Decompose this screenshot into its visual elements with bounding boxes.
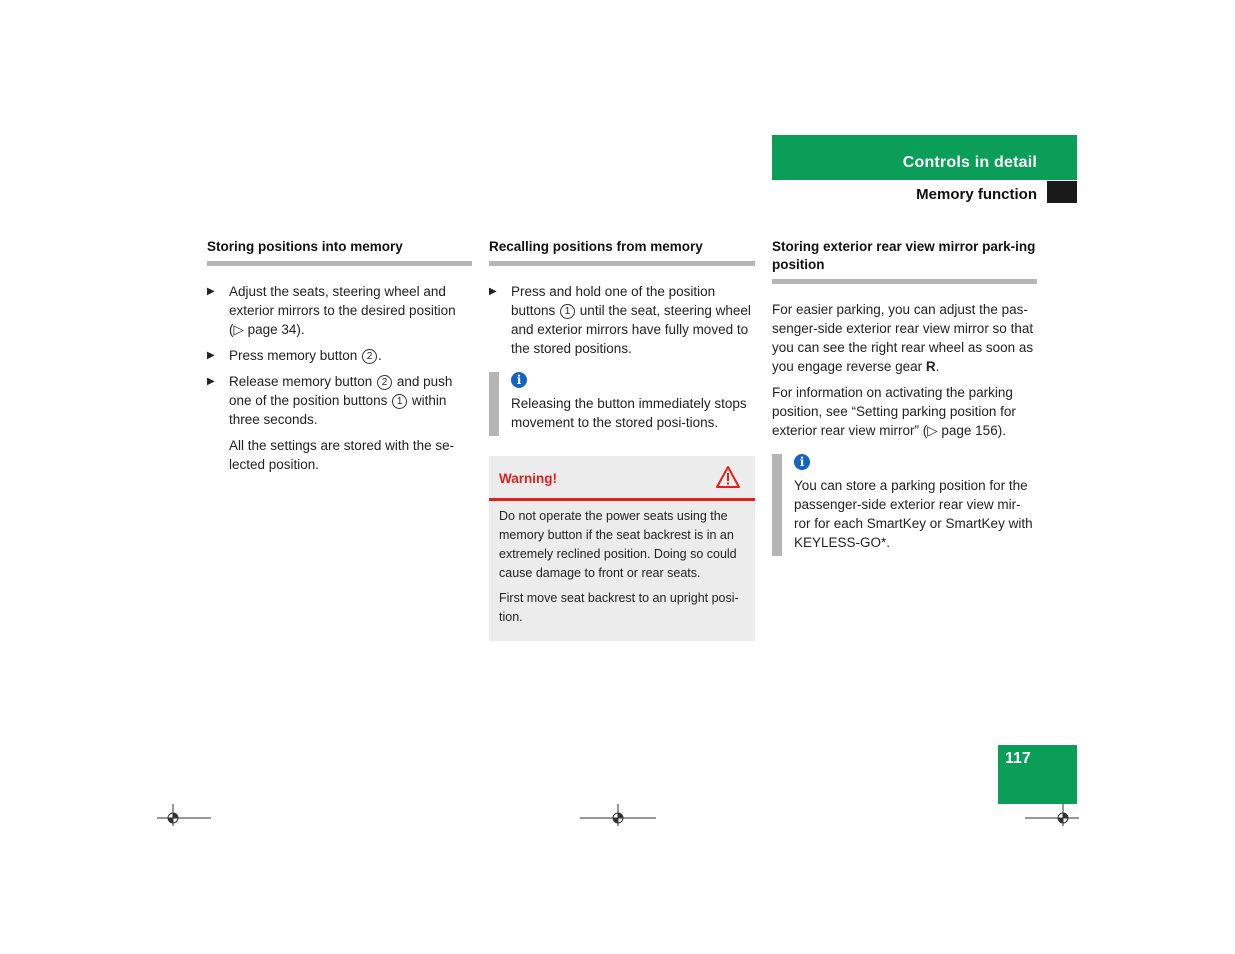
step-text: within three seconds. <box>229 393 447 427</box>
registration-mark-icon <box>1025 804 1079 826</box>
bullet-arrow-icon: ▶ <box>489 286 497 297</box>
position-button-ref: 1 <box>392 394 407 409</box>
info-icon: i <box>511 372 527 388</box>
step-text: and push one of the position buttons <box>229 374 453 408</box>
heading-recalling-positions: Recalling positions from memory <box>489 238 755 266</box>
paragraph-text: . <box>935 359 940 374</box>
column-recalling-positions <box>489 238 755 641</box>
column-mirror-parking <box>772 238 1037 556</box>
step-text: Adjust the seats, steering wheel and exterior mirrors to the desired position (▷ page 34). <box>229 284 456 337</box>
paragraph <box>772 300 1037 376</box>
paragraph-text: For easier parking, you can adjust the pas-senger-side exterior rear view mirror so that you can see the right rear wheel as soon as you engage reverse gear <box>772 302 1034 374</box>
step-note: All the settings are stored with the se-lected position. <box>229 438 455 472</box>
warning-text: Do not operate the power seats using the memory button if the seat backrest is in an extremely reclined position. Doing so could cause damage to front or rear seats. <box>499 509 737 580</box>
subsection-marker <box>1047 181 1077 203</box>
step-text: Press memory button <box>229 348 362 363</box>
step-text: Press and hold one of the position buttons <box>511 284 716 318</box>
step-text: until the seat, steering wheel and exterior mirrors have fully moved to the stored positions. <box>511 303 751 356</box>
info-text: You can store a parking position for the passenger-side exterior rear view mir-ror for each SmartKey or SmartKey with KEYLESS-GO*. <box>794 478 1033 550</box>
paragraph: For information on activating the parking position, see “Setting parking position for exterior rear view mirror” (▷ page 156). <box>772 385 1016 438</box>
list-item <box>207 282 472 339</box>
heading-mirror-parking: Storing exterior rear view mirror park-ing position <box>772 238 1037 284</box>
warning-body <box>489 501 755 641</box>
warning-triangle-icon <box>715 465 741 489</box>
warning-box <box>489 456 755 641</box>
list-item <box>207 346 472 365</box>
info-icon: i <box>794 454 810 470</box>
info-text: Releasing the button immediately stops movement to the stored posi-tions. <box>511 396 747 430</box>
registration-mark-icon <box>157 804 211 826</box>
memory-button-ref: 2 <box>377 375 392 390</box>
section-header-bar <box>772 135 1077 180</box>
bullet-arrow-icon: ▶ <box>207 376 215 387</box>
page-number-tab <box>998 745 1077 804</box>
warning-text: First move seat backrest to an upright posi-tion. <box>499 591 739 624</box>
page-number: 117 <box>1005 750 1031 767</box>
heading-storing-positions: Storing positions into memory <box>207 238 472 266</box>
subsection-title: Memory function <box>916 186 1037 203</box>
position-button-ref: 1 <box>560 304 575 319</box>
section-title: Controls in detail <box>902 154 1037 171</box>
registration-mark-icon <box>580 804 656 826</box>
bullet-arrow-icon: ▶ <box>207 286 215 297</box>
warning-header <box>489 456 755 501</box>
info-note <box>489 372 755 436</box>
step-text: . <box>378 348 382 363</box>
list-item <box>489 282 755 358</box>
warning-label: Warning! <box>499 471 557 486</box>
gear-label: R <box>925 359 936 374</box>
list-item <box>207 372 472 429</box>
info-note <box>772 454 1037 556</box>
step-text: Release memory button <box>229 374 377 389</box>
memory-button-ref: 2 <box>362 349 377 364</box>
column-storing-positions <box>207 238 472 481</box>
bullet-arrow-icon: ▶ <box>207 350 215 361</box>
